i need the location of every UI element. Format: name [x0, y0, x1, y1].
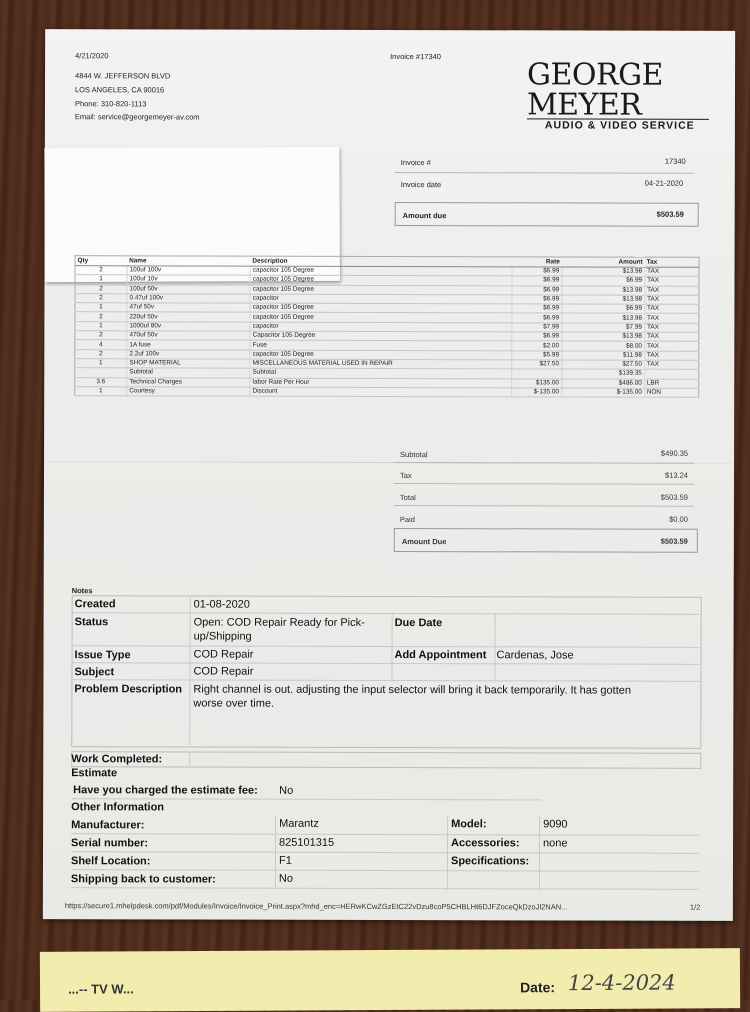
cell-amount: $6.99	[562, 276, 645, 286]
cell-rate: $6.99	[512, 285, 561, 294]
cell-tax: TAX	[644, 332, 698, 341]
specifications-label: Specifications:	[450, 855, 530, 868]
yellow-note-date-label: Date:	[519, 979, 556, 996]
paid-value: $0.00	[669, 514, 688, 524]
cell-qty	[75, 368, 127, 377]
notes-section	[72, 595, 702, 710]
cell-description: capacitor	[250, 322, 512, 332]
col-qty: Qty	[75, 256, 127, 266]
cell-description: capacitor 105 Degree	[250, 266, 512, 276]
amount-due-total-label: Amount Due	[401, 537, 447, 547]
cell-qty: 1	[75, 275, 127, 284]
total-label: Total	[399, 493, 416, 503]
divider	[395, 172, 695, 174]
cell-amount: $139.35	[561, 369, 644, 379]
col-tax: Tax	[645, 257, 699, 267]
subtotal-label: Subtotal	[400, 450, 428, 460]
cell-description: Capacitor 105 Degree	[250, 331, 512, 341]
serial-value: 825101315	[279, 836, 335, 849]
col-amount: Amount	[562, 257, 645, 267]
logo-name: GEORGE MEYER	[526, 57, 664, 123]
cell-rate: $-135.00	[512, 388, 561, 397]
cell-name: 47uf 50v	[127, 303, 250, 313]
cell-name: 100uf 50v	[127, 284, 250, 294]
problem-description-label: Problem Description	[74, 683, 183, 696]
cell-qty: 1	[75, 359, 127, 368]
invoice-title: Invoice #17340	[390, 52, 441, 62]
status-value-line1: Open: COD Repair Ready for Pick-	[193, 616, 365, 629]
cell-rate: $6.99	[512, 304, 561, 313]
yellow-note-date-handwritten: 12-4-2024	[567, 970, 676, 996]
issue-type-value: COD Repair	[193, 648, 254, 661]
cell-rate: $6.99	[512, 332, 561, 341]
cell-qty: 1	[75, 321, 127, 330]
cell-description: capacitor 105 Degree	[250, 303, 512, 313]
cell-name: 470uf 50v	[127, 331, 250, 341]
problem-description-line2: worse over time.	[193, 697, 275, 710]
cell-qty: 1	[75, 387, 127, 396]
cell-name: 0.47uf 100v	[127, 294, 250, 304]
logo-tagline: AUDIO & VIDEO SERVICE	[527, 118, 709, 131]
cell-description: capacitor	[250, 294, 512, 304]
yellow-note-left-text: ...-- TV W...	[68, 981, 134, 997]
cell-tax: TAX	[644, 342, 698, 351]
cell-rate: $5.99	[512, 350, 561, 359]
cell-rate: $135.00	[512, 378, 561, 387]
cell-name: 1A fuse	[127, 340, 250, 350]
created-value: 01-08-2020	[193, 598, 250, 611]
model-label: Model:	[451, 818, 487, 831]
cell-tax: TAX	[645, 286, 699, 295]
cell-tax: TAX	[645, 304, 699, 313]
status-value-line2: up/Shipping	[193, 630, 252, 643]
tax-value: $13.24	[665, 470, 689, 480]
estimate-fee-value: No	[279, 784, 294, 797]
cell-tax: TAX	[645, 314, 699, 323]
subject-value: COD Repair	[193, 665, 254, 678]
cell-amount: $6.99	[562, 304, 645, 314]
cell-name: SHOP MATERIAL	[127, 359, 250, 369]
shipping-label: Shipping back to customer:	[70, 873, 216, 886]
cell-amount: $-135.00	[561, 388, 644, 398]
invoice-no-value: 17340	[664, 156, 686, 166]
work-completed-label: Work Completed:	[71, 753, 163, 766]
shelf-location-label: Shelf Location:	[70, 855, 151, 868]
serial-label: Serial number:	[71, 837, 149, 850]
invoice-date-label: Invoice date	[400, 180, 442, 190]
cell-tax: TAX	[645, 276, 699, 285]
col-description: Description	[250, 256, 512, 267]
row-status	[72, 612, 700, 648]
cell-description: capacitor 105 Degree	[250, 313, 512, 323]
manufacturer-label: Manufacturer:	[71, 819, 145, 832]
cell-name: 2.2uf 100v	[127, 349, 250, 359]
cell-tax: TAX	[644, 351, 698, 360]
col-rate: Rate	[512, 257, 561, 267]
invoice-print-date: 4/21/2020	[75, 51, 109, 61]
cell-amount: $13.98	[562, 313, 645, 323]
cell-qty: 1	[75, 303, 127, 312]
invoice-page	[43, 29, 735, 921]
divider	[394, 483, 694, 485]
cell-amount: $7.99	[562, 323, 645, 333]
cell-amount: $13.98	[562, 267, 645, 277]
work-completed-box	[71, 751, 701, 769]
cell-description: capacitor 105 Degree	[250, 285, 512, 295]
cell-tax: TAX	[645, 267, 699, 276]
cell-rate: $6.99	[512, 313, 561, 322]
cell-tax: TAX	[644, 323, 698, 332]
cell-name: Technical Charges	[127, 377, 250, 387]
cell-description: MISCELLANEOUS MATERIAL USED IN REPAIR	[250, 359, 512, 369]
status-label: Status	[74, 616, 109, 629]
divider	[394, 505, 694, 507]
phone: Phone: 310-820-1113	[74, 99, 147, 109]
cell-description: capacitor 105 Degree	[250, 275, 512, 285]
cell-rate: $2.00	[512, 341, 561, 350]
amount-due-total-value: $503.59	[660, 536, 688, 546]
cell-rate: $6.99	[512, 276, 561, 285]
cell-qty: 2	[75, 284, 127, 293]
line-items-table	[74, 255, 699, 398]
other-info-label: Other Information	[71, 801, 165, 814]
yellow-note-paper	[40, 948, 740, 1012]
cell-rate: $6.99	[512, 295, 561, 304]
cell-rate	[512, 369, 561, 378]
cell-qty: 2	[75, 266, 127, 275]
cell-qty: 3.6	[75, 377, 127, 386]
cell-name: 1000uf 80v	[127, 322, 250, 332]
issue-type-label: Issue Type	[74, 649, 131, 662]
cell-tax	[644, 369, 698, 378]
add-appointment-value: Cardenas, Jose	[496, 649, 574, 662]
cell-qty: 2	[75, 331, 127, 340]
cell-name: 220uf 50v	[127, 312, 250, 322]
paid-label: Paid	[399, 515, 415, 525]
row-subject	[71, 662, 699, 682]
subtotal-value: $490.35	[660, 448, 689, 458]
tax-label: Tax	[399, 471, 412, 481]
address-line-1: 4844 W. JEFFERSON BLVD	[75, 71, 171, 81]
amount-due-label: Amount due	[402, 211, 447, 221]
cell-tax: LBR	[644, 379, 698, 388]
cell-qty: 2	[75, 349, 127, 358]
cell-name: 100uf 100v	[127, 266, 250, 276]
estimate-label: Estimate	[71, 767, 118, 780]
subject-label: Subject	[74, 666, 115, 679]
email: Email: service@georgemeyer-av.com	[74, 112, 200, 122]
accessories-value: none	[543, 837, 568, 850]
cell-rate: $7.99	[512, 323, 561, 332]
cell-tax: TAX	[645, 295, 699, 304]
cell-amount: $8.00	[562, 341, 645, 351]
cell-name: Subtotal	[127, 368, 250, 378]
cell-amount: $27.50	[561, 360, 644, 370]
col-name: Name	[127, 256, 250, 266]
manufacturer-value: Marantz	[279, 817, 319, 830]
cell-description: labor Rate Per Hour	[250, 378, 512, 388]
col-divider	[189, 751, 190, 765]
cell-name: Courtesy	[127, 387, 250, 397]
table-row	[75, 387, 699, 398]
model-value: 9090	[543, 818, 568, 831]
invoice-no-label: Invoice #	[400, 158, 431, 168]
cell-description: Discount	[250, 387, 512, 397]
due-date-label: Due Date	[394, 617, 443, 630]
address-line-2: LOS ANGELES, CA 90016	[74, 85, 165, 95]
company-logo	[526, 57, 709, 132]
page-number: 1/2	[689, 902, 701, 912]
cell-amount: $13.98	[562, 295, 645, 305]
total-value: $503.59	[660, 492, 688, 502]
cell-amount: $11.98	[562, 351, 645, 361]
cell-qty: 2	[75, 312, 127, 321]
cell-description: Subtotal	[250, 368, 512, 378]
cell-description: Fuse	[250, 341, 512, 351]
cell-amount: $13.98	[562, 332, 645, 342]
cell-amount: $486.00	[561, 379, 644, 389]
print-footer	[64, 901, 701, 912]
cell-qty: 4	[75, 340, 127, 349]
created-label: Created	[74, 598, 116, 611]
cell-qty: 2	[75, 294, 127, 303]
cell-tax: NON	[644, 388, 698, 397]
cell-name: 100uf 10v	[127, 275, 250, 285]
estimate-fee-label: Have you charged the estimate fee:	[73, 784, 258, 797]
add-appointment-label: Add Appointment	[394, 649, 487, 662]
notes-heading: Notes	[71, 586, 93, 596]
work-section	[70, 753, 701, 886]
problem-description-line1: Right channel is out. adjusting the input selector will bring it back temporarily. It has gotten	[193, 683, 632, 697]
shipping-value: No	[278, 872, 294, 885]
cell-tax: TAX	[644, 360, 698, 369]
cell-amount: $13.98	[562, 286, 645, 296]
amount-due-value: $503.59	[656, 209, 684, 219]
print-url: https://secure1.mhelpdesk.com/pdf/Modules/Invoice/Invoice_Print.aspx?mhd_enc=HERwKCwZGzEtC22vDzu8coP5CHBLHt6DJFZoceQkDzoJl2NAN...	[64, 901, 568, 912]
invoice-date-value: 04-21-2020	[644, 178, 684, 188]
accessories-label: Accessories:	[451, 837, 520, 850]
shelf-location-value: F1	[278, 854, 292, 867]
divider	[394, 462, 694, 464]
cell-rate: $6.99	[512, 267, 561, 276]
cell-description: capacitor 105 Degree	[250, 350, 512, 360]
cell-rate: $27.50	[512, 360, 561, 369]
